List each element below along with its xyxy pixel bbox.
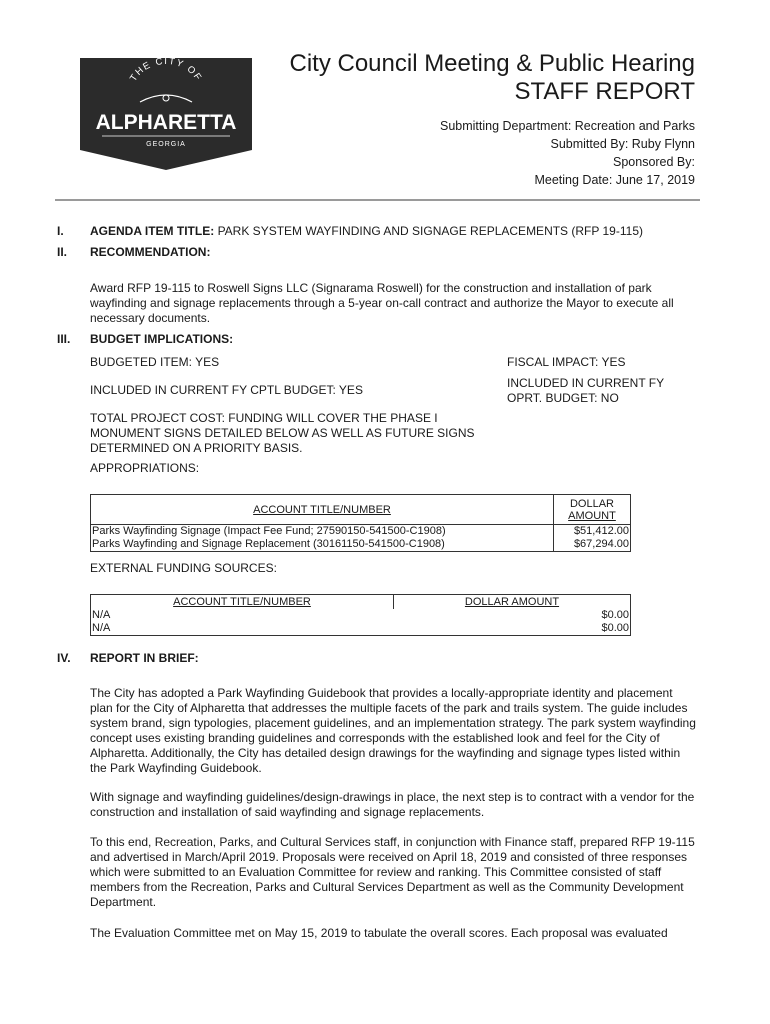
header-divider bbox=[55, 199, 700, 201]
section-label: AGENDA ITEM TITLE: bbox=[90, 224, 215, 238]
submitting-department: Submitting Department: Recreation and Parks bbox=[440, 119, 695, 133]
oprt-budget-line-1: INCLUDED IN CURRENT FY bbox=[507, 376, 665, 390]
table-header-row bbox=[91, 495, 631, 525]
agenda-item-title: PARK SYSTEM WAYFINDING AND SIGNAGE REPLACEMENTS (RFP 19-115) bbox=[217, 224, 643, 238]
logo-state: GEORGIA bbox=[146, 141, 186, 148]
title-line-1: City Council Meeting & Public Hearing bbox=[289, 50, 695, 77]
city-seal-icon bbox=[80, 58, 252, 170]
city-logo bbox=[80, 58, 252, 170]
amount-cell: $0.00 $0.00 bbox=[394, 609, 631, 636]
section-agenda-item bbox=[57, 224, 643, 239]
table-row bbox=[91, 609, 631, 636]
amount-header: DOLLAR AMOUNT bbox=[394, 595, 631, 609]
logo-top-text: THE CITY OF bbox=[127, 58, 205, 84]
section-recommendation bbox=[57, 245, 210, 260]
external-funding-table bbox=[90, 594, 631, 636]
report-paragraph-3: To this end, Recreation, Parks, and Cultural Services staff, in conjunction with Finance staff, prepared RFP 19-115 and advertised in March/April 2019. Proposals were received on April 18, 2019 and consisted of three responses which were submitted to an Evaluation Committee for review and ranking. This Committee consisted of staff members from the Recreation, Parks and Cultural Services Department as well as the Community Development Department. bbox=[90, 835, 695, 909]
report-paragraph-1: The City has adopted a Park Wayfinding Guidebook that provides a locally-appropriate identity and placement plan for the City of Alpharetta that addresses the multiple facets of the park and trails system. The guide includes system brand, sign typologies, placement guidelines, and an implementation strategy. The park system wayfinding concept uses existing branding guidelines and corresponds with the established look and feel for the City of Alpharetta. Additionally, the City has detailed design drawings for the wayfinding and signage types listed within the Park Wayfinding Guidebook. bbox=[90, 686, 696, 775]
table-row bbox=[91, 525, 631, 552]
section-number: I. bbox=[57, 224, 64, 238]
section-number: IV. bbox=[57, 651, 71, 665]
cptl-budget: INCLUDED IN CURRENT FY CPTL BUDGET: YES bbox=[90, 383, 363, 397]
report-paragraph-2: With signage and wayfinding guidelines/design-drawings in place, the next step is to contract with a vendor for the construction and installation of said wayfinding and signage replacements. bbox=[90, 790, 695, 819]
recommendation-text: Award RFP 19-115 to Roswell Signs LLC (Signarama Roswell) for the construction and installation of park wayfinding and signage replacements through a 5-year on-call contract and authorize the Mayor to execute all necessary documents. bbox=[90, 281, 674, 325]
section-report-brief bbox=[57, 651, 199, 666]
budgeted-item: BUDGETED ITEM: YES bbox=[90, 355, 220, 369]
amount-header: DOLLAR AMOUNT bbox=[554, 495, 631, 525]
title-line-2: STAFF REPORT bbox=[514, 78, 695, 105]
table-header-row bbox=[91, 595, 631, 609]
fiscal-impact: FISCAL IMPACT: YES bbox=[507, 355, 626, 369]
submitted-by: Submitted By: Ruby Flynn bbox=[550, 137, 695, 151]
account-cell: Parks Wayfinding Signage (Impact Fee Fund; 27590150-541500-C1908) Parks Wayfinding and Signage Replacement (30161150-541500-C1908) bbox=[91, 525, 554, 552]
oprt-budget bbox=[507, 376, 664, 406]
section-budget bbox=[57, 332, 233, 347]
section-label: BUDGET IMPLICATIONS: bbox=[90, 332, 234, 346]
oprt-budget-line-2: OPRT. BUDGET: NO bbox=[507, 391, 619, 405]
amount-cell: $51,412.00 $67,294.00 bbox=[554, 525, 631, 552]
account-cell: N/A N/A bbox=[91, 609, 394, 636]
logo-name: ALPHARETTA bbox=[95, 111, 237, 134]
total-project-cost: TOTAL PROJECT COST: FUNDING WILL COVER THE PHASE I MONUMENT SIGNS DETAILED BELOW AS WELL AS FUTURE SIGNS DETERMINED ON A PRIORITY BASIS. bbox=[90, 411, 475, 455]
appropriations-label: APPROPRIATIONS: bbox=[90, 461, 200, 475]
report-paragraph-4: The Evaluation Committee met on May 15, 2019 to tabulate the overall scores. Each proposal was evaluated bbox=[90, 926, 668, 940]
section-label: REPORT IN BRIEF: bbox=[90, 651, 199, 665]
appropriations-table bbox=[90, 494, 631, 552]
sponsored-by: Sponsored By: bbox=[613, 155, 695, 169]
account-header: ACCOUNT TITLE/NUMBER bbox=[91, 495, 554, 525]
account-header: ACCOUNT TITLE/NUMBER bbox=[91, 595, 394, 609]
external-funding-label: EXTERNAL FUNDING SOURCES: bbox=[90, 561, 277, 575]
section-number: III. bbox=[57, 332, 71, 346]
section-label: RECOMMENDATION: bbox=[90, 245, 211, 259]
meeting-date: Meeting Date: June 17, 2019 bbox=[534, 173, 695, 187]
section-number: II. bbox=[57, 245, 68, 259]
report-title bbox=[289, 50, 695, 106]
report-meta bbox=[440, 117, 695, 189]
